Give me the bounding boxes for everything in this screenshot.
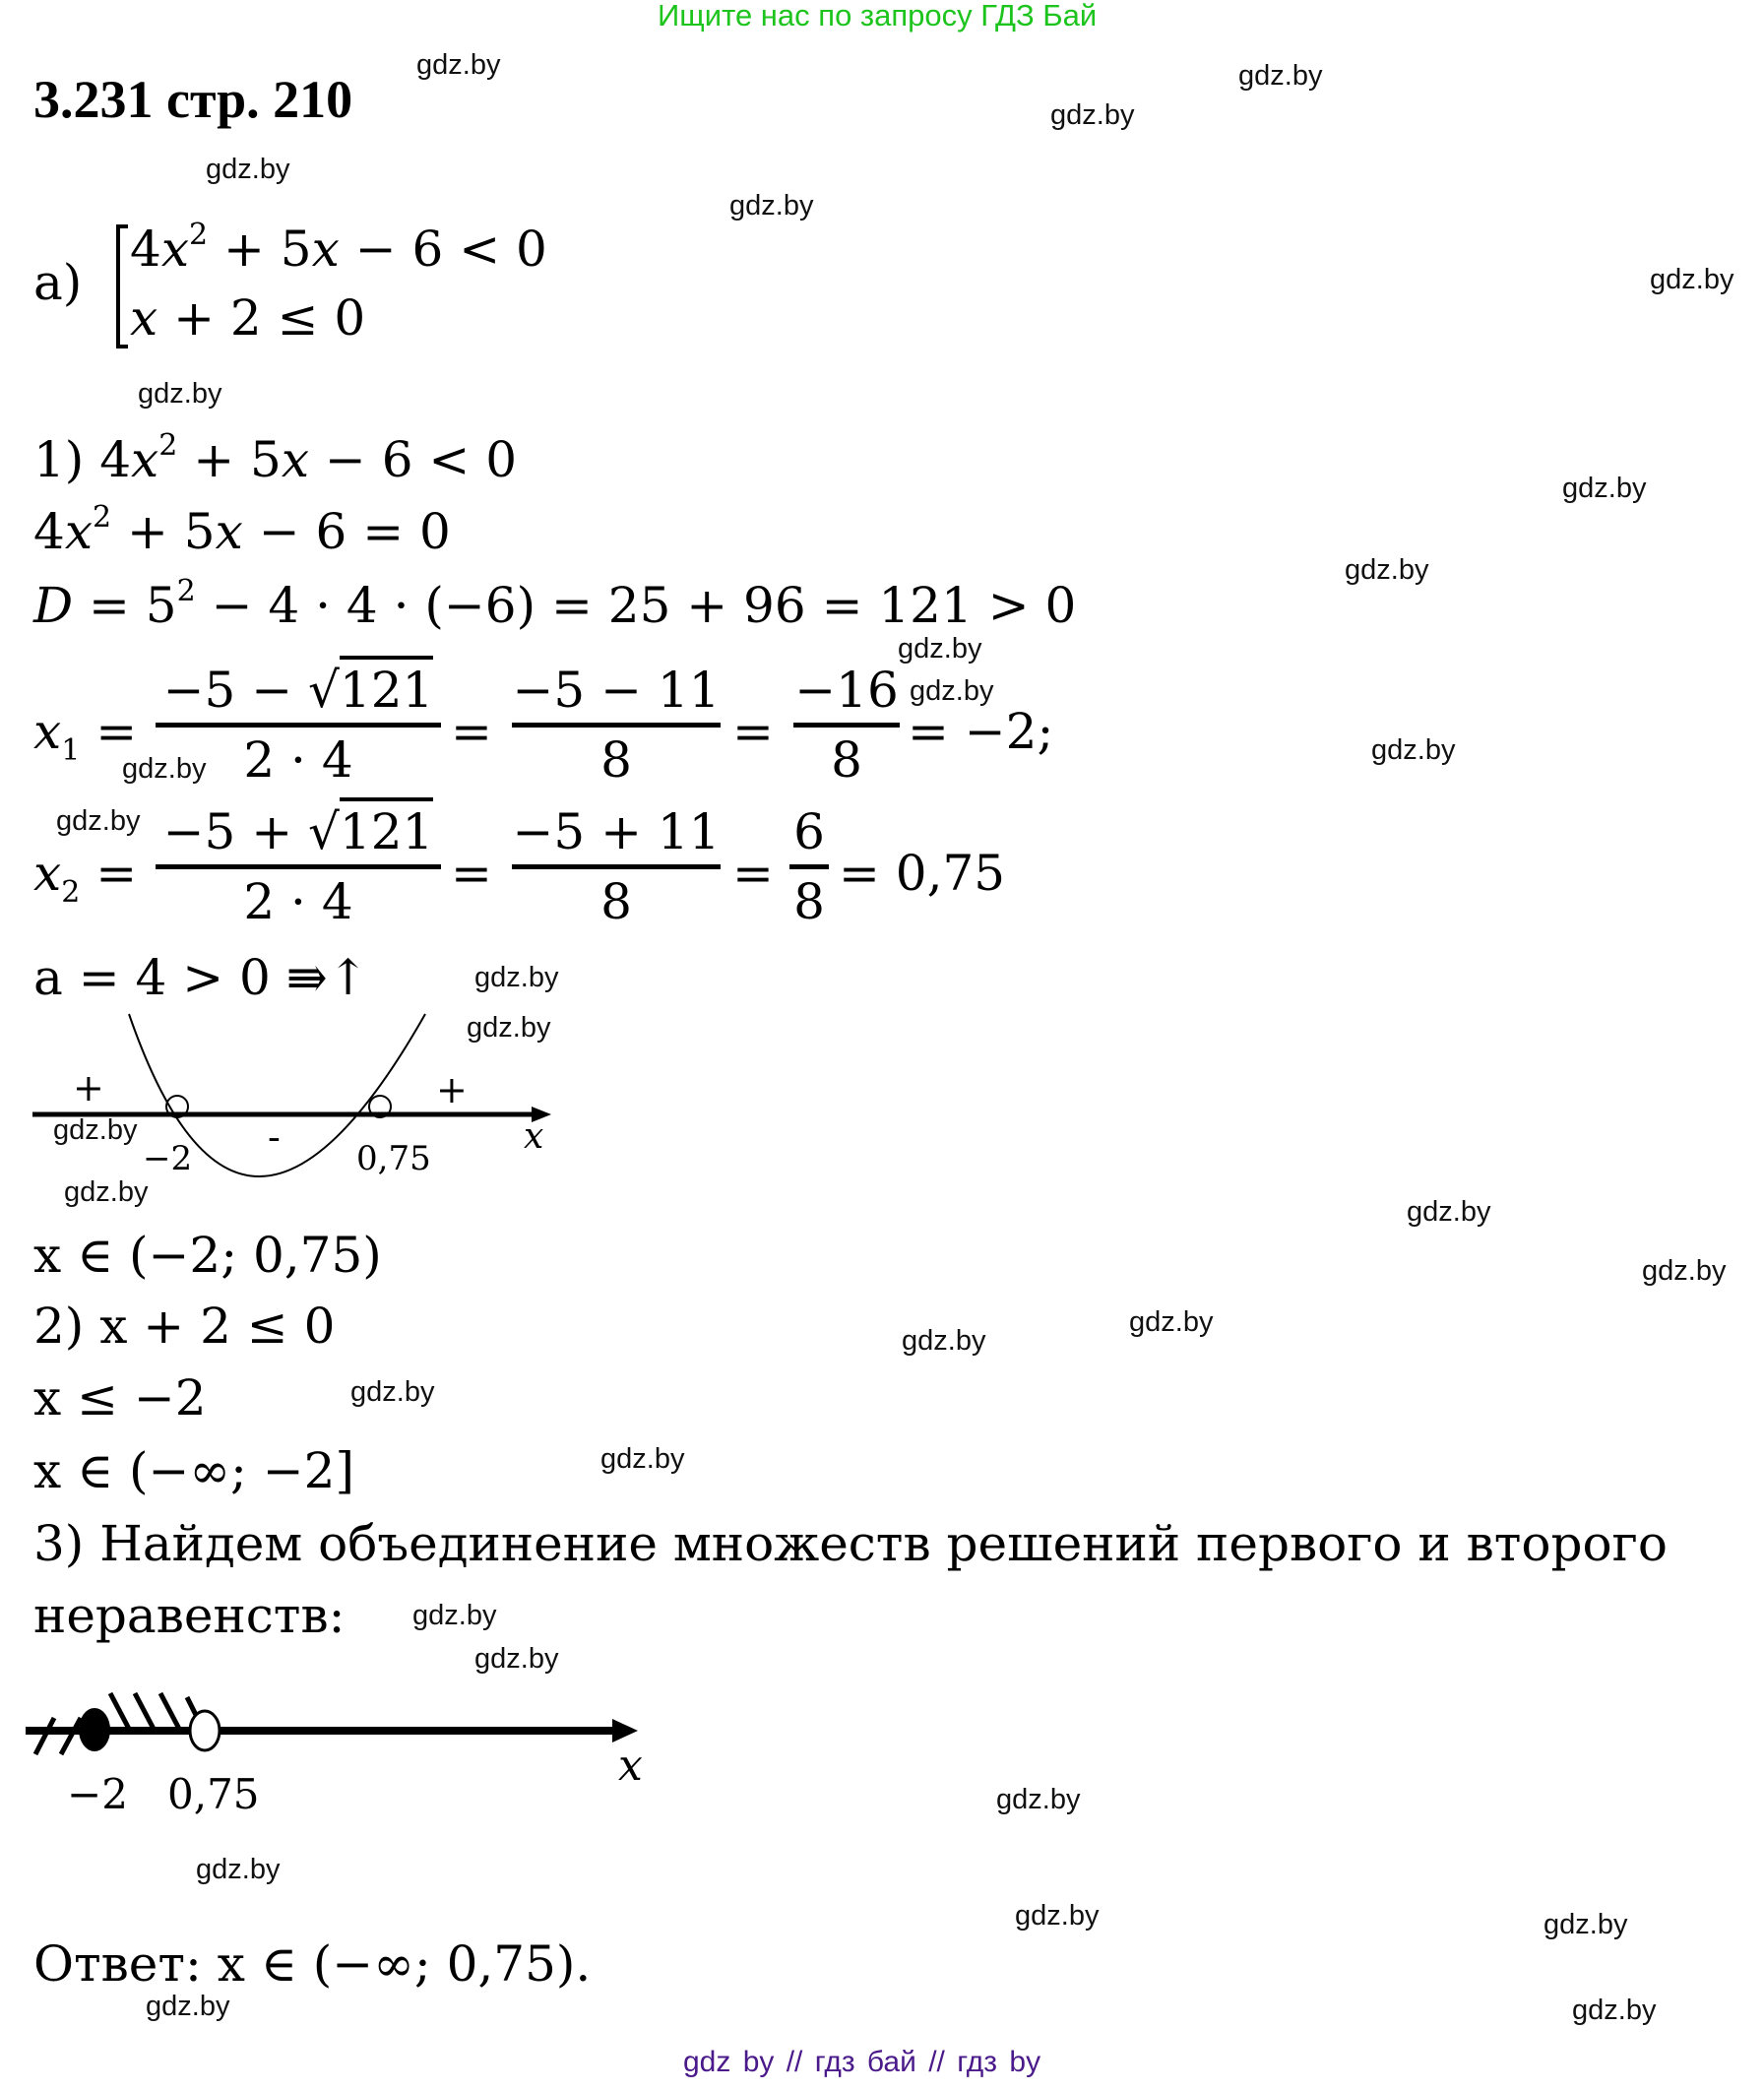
watermark-text: gdz.by xyxy=(416,49,501,81)
step1-equation: $4x^2 + 5x - 6 = 0$ xyxy=(33,500,451,560)
watermark-text: gdz.by xyxy=(206,154,290,185)
search-promo-banner[interactable]: Ищите нас по запросу ГДЗ Бай xyxy=(658,0,1098,32)
x2-result: = 0,75 xyxy=(839,845,1006,902)
hatch-interval xyxy=(110,1693,197,1731)
watermark-text: gdz.by xyxy=(910,675,994,707)
equals-sign: = xyxy=(451,703,492,760)
watermark-text: gdz.by xyxy=(1238,60,1323,92)
sign-plus-right: + xyxy=(436,1068,468,1111)
watermark-text: gdz.by xyxy=(1371,734,1456,766)
leading-coefficient-line: a = 4 > 0 ⇛↑ xyxy=(33,949,369,1006)
x1-fraction-1: −5 − √121 2 · 4 xyxy=(156,665,441,785)
point1-label: −2 xyxy=(67,1770,128,1818)
watermark-text: gdz.by xyxy=(146,1991,230,2022)
watermark-text: gdz.by xyxy=(196,1854,281,1885)
axis-label: x xyxy=(618,1741,643,1791)
watermark-text: gdz.by xyxy=(138,378,222,410)
watermark-text: gdz.by xyxy=(474,1643,559,1675)
sign-minus: - xyxy=(268,1115,281,1159)
step3-text-line1: 3) Найдем объединение множеств решений первого и второго xyxy=(33,1515,1668,1572)
watermark-text: gdz.by xyxy=(467,1012,551,1044)
equals-sign: = xyxy=(732,703,774,760)
step2-solution: x ∈ (−∞; −2] xyxy=(33,1442,355,1499)
answer-line: Ответ: x ∈ (−∞; 0,75). xyxy=(33,1935,592,1993)
system-line-2: x + 2 ≤ 0 xyxy=(130,289,366,347)
watermark-text: gdz.by xyxy=(1345,554,1429,586)
hatch-left xyxy=(35,1718,81,1754)
x1-fraction-2: −5 − 11 8 xyxy=(512,662,721,789)
watermark-text: gdz.by xyxy=(1544,1909,1628,1940)
discriminant-line: $D = 5^2 - 4 \cdot 4 \cdot (-6) = 25 + 96 = 121 > 0$ xyxy=(33,574,1077,634)
x2-label: $x_2$ = xyxy=(33,845,138,910)
watermark-text: gdz.by xyxy=(1562,473,1647,504)
system-line-1: $4x^2 + 5x - 6 < 0$ xyxy=(130,218,547,278)
step1-inequality: 1) $4x^2 + 5x - 6 < 0$ xyxy=(33,428,518,488)
watermark-text: gdz.by xyxy=(64,1176,149,1208)
axis-label: x xyxy=(524,1116,544,1157)
point2-label: 0,75 xyxy=(167,1770,260,1818)
watermark-text: gdz.by xyxy=(996,1784,1081,1815)
watermark-text: gdz.by xyxy=(1407,1196,1491,1228)
watermark-text: gdz.by xyxy=(1050,99,1135,131)
watermark-text: gdz.by xyxy=(1572,1995,1657,2026)
union-bracket xyxy=(116,224,128,348)
root1-label: −2 xyxy=(143,1139,193,1178)
watermark-text: gdz.by xyxy=(902,1325,986,1357)
x2-fraction-1: −5 + √121 2 · 4 xyxy=(156,807,441,926)
exercise-title: 3.231 стр. 210 xyxy=(33,70,353,129)
open-point-075 xyxy=(190,1711,220,1750)
part-a-label: а) xyxy=(33,254,83,311)
sign-plus-left: + xyxy=(73,1066,104,1109)
footer-links[interactable]: gdz by // гдз бай // гдз by xyxy=(683,2046,1041,2078)
step1-solution: x ∈ (−2; 0,75) xyxy=(33,1227,382,1284)
watermark-text: gdz.by xyxy=(729,190,814,222)
watermark-text: gdz.by xyxy=(412,1600,497,1631)
root2-label: 0,75 xyxy=(356,1139,431,1178)
axis-arrow-icon xyxy=(612,1719,638,1742)
watermark-text: gdz.by xyxy=(122,753,207,785)
x1-fraction-3: −16 8 xyxy=(794,662,899,789)
watermark-text: gdz.by xyxy=(474,962,559,993)
watermark-text: gdz.by xyxy=(1129,1306,1214,1338)
watermark-text: gdz.by xyxy=(1642,1255,1727,1287)
equals-sign: = xyxy=(451,845,492,902)
filled-point-minus2 xyxy=(79,1708,110,1751)
watermark-text: gdz.by xyxy=(53,1114,138,1146)
union-number-line xyxy=(0,1674,689,1831)
step3-text-line2: неравенств: xyxy=(33,1587,346,1644)
x1-result: = −2; xyxy=(908,703,1054,760)
step2-simplified: x ≤ −2 xyxy=(33,1369,207,1426)
watermark-text: gdz.by xyxy=(1015,1900,1100,1932)
watermark-text: gdz.by xyxy=(56,805,141,837)
x2-fraction-2: −5 + 11 8 xyxy=(512,803,721,930)
equals-sign: = xyxy=(732,845,774,902)
step2-inequality: 2) x + 2 ≤ 0 xyxy=(33,1298,336,1355)
watermark-text: gdz.by xyxy=(1650,264,1734,295)
x2-fraction-3: 6 8 xyxy=(789,807,829,926)
watermark-text: gdz.by xyxy=(350,1376,435,1408)
x1-label: $x_1$ = xyxy=(33,703,138,768)
watermark-text: gdz.by xyxy=(898,633,982,665)
watermark-text: gdz.by xyxy=(600,1443,685,1475)
